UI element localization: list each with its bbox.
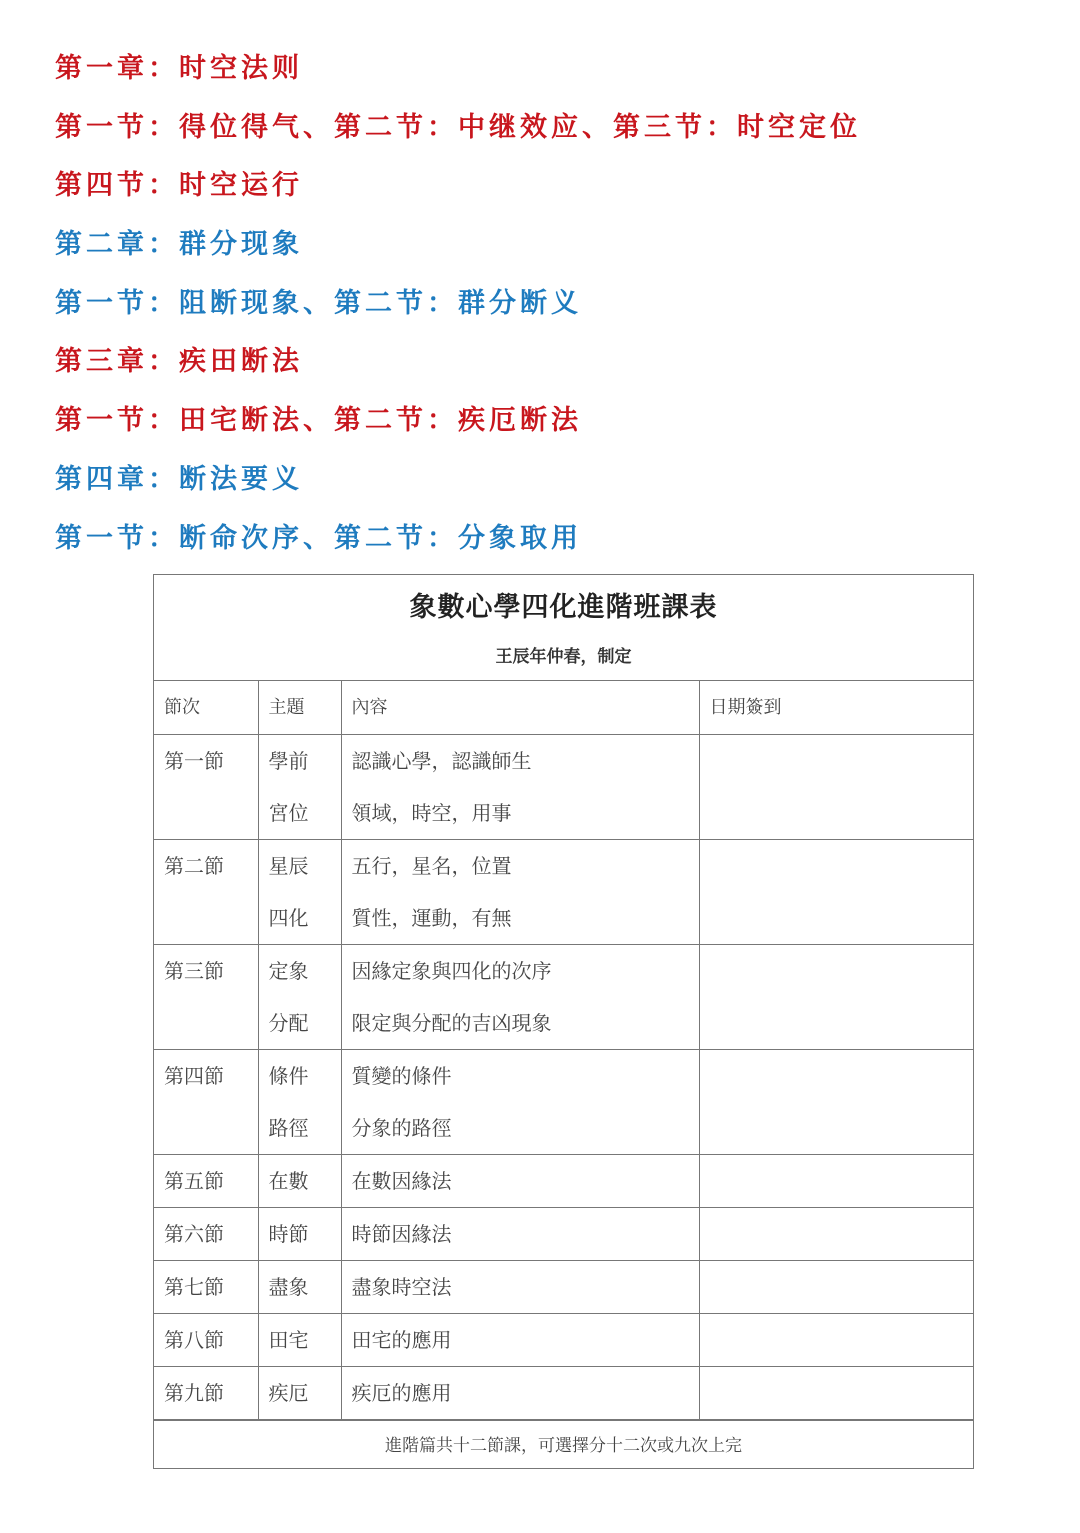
outline-line: 第一节：田宅断法、第二节：疾厄断法 (55, 405, 582, 437)
content-cell: 盡象時空法 (341, 1261, 699, 1314)
outline-line: 第一节：阻断现象、第二节：群分断义 (55, 287, 582, 319)
session-cell: 第七節 (154, 1261, 258, 1314)
topic-cell: 定象 分配 (258, 945, 341, 1050)
topic-cell: 盡象 (258, 1261, 341, 1314)
signin-cell (699, 735, 973, 840)
content-cell: 疾厄的應用 (341, 1367, 699, 1420)
chapter-outline (55, 40, 1055, 568)
schedule-grid (154, 681, 973, 1420)
outline-line: 第一节：得位得气、第二节：中继效应、第三节：时空定位 (55, 111, 861, 143)
table-row (154, 945, 973, 1050)
signin-cell (699, 1314, 973, 1367)
topic-cell: 在數 (258, 1155, 341, 1208)
content-cell: 在數因緣法 (341, 1155, 699, 1208)
signin-cell (699, 1050, 973, 1155)
schedule-header (154, 575, 973, 681)
session-cell: 第三節 (154, 945, 258, 1050)
schedule-subtitle: 王辰年仲春，制定 (495, 647, 632, 667)
content-cell: 時節因緣法 (341, 1208, 699, 1261)
topic-cell: 學前 宮位 (258, 735, 341, 840)
table-row (154, 1367, 973, 1420)
table-row (154, 735, 973, 840)
table-row (154, 1208, 973, 1261)
signin-cell (699, 840, 973, 945)
session-cell: 第八節 (154, 1314, 258, 1367)
column-header-signin: 日期簽到 (699, 681, 973, 735)
topic-cell: 條件 路徑 (258, 1050, 341, 1155)
column-header-row (154, 681, 973, 735)
session-cell: 第六節 (154, 1208, 258, 1261)
content-cell: 田宅的應用 (341, 1314, 699, 1367)
signin-cell (699, 945, 973, 1050)
outline-line: 第一节：断命次序、第二节：分象取用 (55, 522, 582, 554)
outline-line: 第三章：疾田断法 (55, 346, 303, 378)
table-row (154, 1050, 973, 1155)
course-schedule-table (153, 574, 974, 1469)
topic-cell: 時節 (258, 1208, 341, 1261)
outline-line: 第四节：时空运行 (55, 170, 303, 202)
table-row (154, 1155, 973, 1208)
topic-cell: 田宅 (258, 1314, 341, 1367)
table-row (154, 840, 973, 945)
signin-cell (699, 1261, 973, 1314)
topic-cell: 星辰 四化 (258, 840, 341, 945)
table-row (154, 1314, 973, 1367)
outline-line: 第二章：群分现象 (55, 229, 303, 261)
signin-cell (699, 1208, 973, 1261)
column-header-session: 節次 (154, 681, 258, 735)
outline-line: 第四章：断法要义 (55, 463, 303, 495)
session-cell: 第四節 (154, 1050, 258, 1155)
session-cell: 第九節 (154, 1367, 258, 1420)
schedule-footer-note: 進階篇共十二節課，可選擇分十二次或九次上完 (154, 1420, 973, 1472)
column-header-topic: 主題 (258, 681, 341, 735)
session-cell: 第五節 (154, 1155, 258, 1208)
column-header-content: 內容 (341, 681, 699, 735)
outline-line: 第一章：时空法则 (55, 53, 303, 84)
session-cell: 第二節 (154, 840, 258, 945)
content-cell: 因緣定象與四化的次序 限定與分配的吉凶現象 (341, 945, 699, 1050)
schedule-title: 象數心學四化進階班課表 (409, 592, 718, 623)
content-cell: 認識心學，認識師生 領域，時空，用事 (341, 735, 699, 840)
session-cell: 第一節 (154, 735, 258, 840)
signin-cell (699, 1155, 973, 1208)
table-row (154, 1261, 973, 1314)
content-cell: 五行，星名，位置 質性，運動，有無 (341, 840, 699, 945)
topic-cell: 疾厄 (258, 1367, 341, 1420)
signin-cell (699, 1367, 973, 1420)
content-cell: 質變的條件 分象的路徑 (341, 1050, 699, 1155)
